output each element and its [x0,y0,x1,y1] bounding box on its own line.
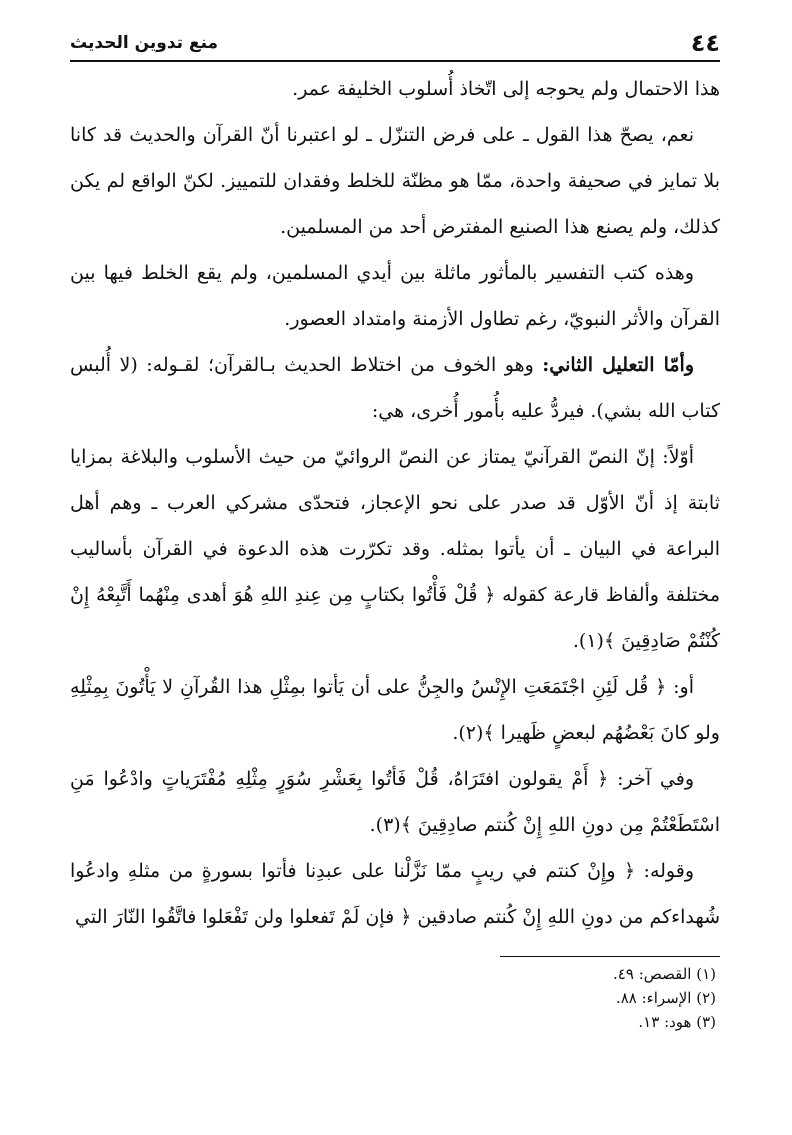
running-title: منع تدوين الحديث [70,33,219,53]
paragraph-2: نعم، يصحّ هذا القول ـ على فرض التنزّل ـ لو اعتبرنا أنّ القرآن والحديث قد كانا بلا تمايز في صحيفة واحدة، ممّا هو مظنّة للخلط وفقدان للتمييز. لكنّ الواقع لم يكن كذلك، ولم يصنع هذا الصنيع المفترض أحد من المسلمين. [70,124,720,238]
footnote-2: (٢) الإسراء: ٨٨. [615,989,716,1007]
footnote-1: (١) القصص: ٤٩. [613,965,716,983]
paragraph-3: وهذه كتب التفسير بالمأثور ماثلة بين أيدي المسلمين، ولم يقع الخلط فيها بين القرآن والأثر النبويّ، رغم تطاول الأزمنة وامتداد العصور. [70,262,720,330]
paragraph-8: وقوله: ﴿ وإِنْ كنتم في ريبٍ ممّا نَزَّلْنا على عبدِنا فأتوا بسورةٍ من مثلهِ وادعُوا شُهداءكم من دونِ اللهِ إِنْ كُنتم صادقين ﴿ فإن لَمْ تَفعلوا ولن تَفْعَلوا فاتَّقُوا النّارَ التي [70,860,720,928]
footnote-divider [500,956,720,957]
second-reason-heading: وأمّا التعليل الثاني: [542,354,694,376]
page-header [70,28,720,58]
page-number: ٤٤ [690,29,720,57]
paragraph-4 [70,342,720,434]
footnote-3: (٣) هود: ١٣. [638,1013,716,1031]
header-divider [70,60,720,62]
footnotes [400,962,716,1034]
paragraph-7: وفي آخر: ﴿ أَمْ يقولون افتَرَاهُ، قُلْ فَأتُوا بِعَشْرِ سُوَرٍ مِثْلِهِ مُفْتَرَياتٍ وادْعُوا مَنِ اسْتَطَعْتُمْ مِن دونِ اللهِ إِنْ كُنتم صادِقِينَ ﴾(٣). [70,768,720,836]
paragraph-4-text: وهو الخوف من اختلاط الحديث بـالقرآن؛ لقـوله: (لا أُلبس كتاب الله بشي). فيردُّ عليه بأُمور أُخرى، هي: [70,354,720,422]
paragraph-6: أو: ﴿ قُل لَئِنِ اجْتَمَعَتِ الإِنْسُ والجِنُّ على أن يَأتوا بمِثْلِ هذا القُرآنِ لا يَأْتُونَ بِمِثْلِهِ ولو كانَ بَعْضُهُم لبعضٍ ظَهيرا ﴾(٢). [70,676,720,744]
body-text [70,66,720,940]
paragraph-1: هذا الاحتمال ولم يحوجه إلى اتّخاذ أُسلوب الخليفة عمر. [292,78,720,100]
paragraph-5: أوّلاً: إنّ النصّ القرآنيّ يمتاز عن النصّ الروائيّ من حيث الأسلوب والبلاغة بمزايا ثابتة إذ أنّ الأوّل قد صدر على نحو الإعجاز، فتحدّى مشركي العرب ـ وهم أهل البراعة في البيان ـ أن يأتوا بمثله. وقد تكرّرت هذه الدعوة في القرآن بأساليب مختلفة وألفاظ قارعة كقوله ﴿ قُلْ فَأْتُوا بكتابٍ مِن عِندِ اللهِ هُوَ أهدى مِنْهُما أَتَّبِعْهُ إِنْ كُنْتُمْ صَادِقِينَ ﴾(١). [70,446,720,652]
